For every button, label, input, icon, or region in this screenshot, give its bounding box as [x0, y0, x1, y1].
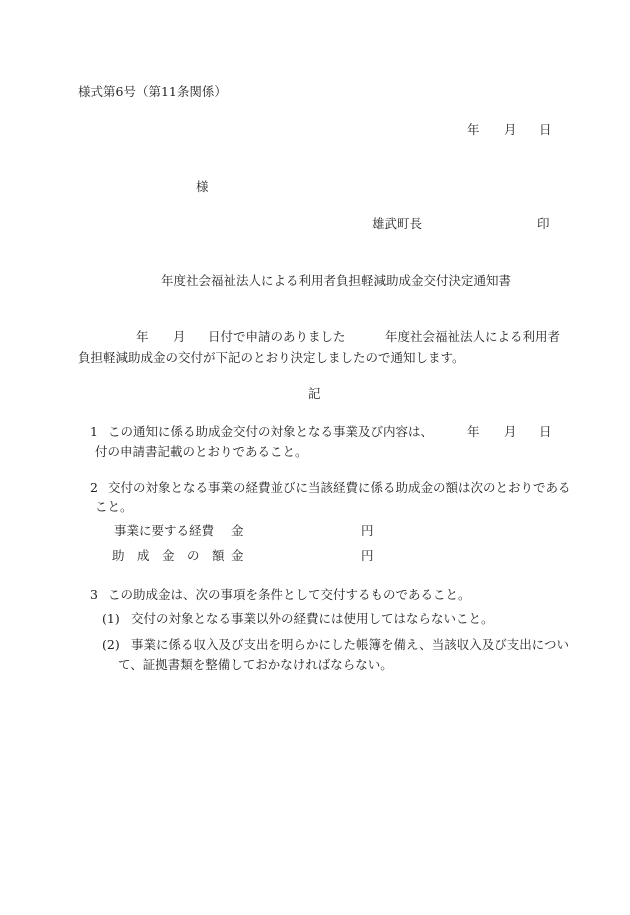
item-2-line2: こと。: [95, 499, 133, 514]
date-year: 年: [467, 122, 480, 137]
expense-unit: 円: [361, 523, 374, 538]
grant-label: 助 成 金 の 額: [112, 548, 225, 563]
ki-heading: 記: [308, 386, 321, 401]
intro-date-text: 日付で申請のありました: [208, 329, 346, 344]
item-2-line1: 交付の対象となる事業の経費並びに当該経費に係る助成金の額は次のとおりである: [108, 480, 571, 495]
date-month: 月: [504, 122, 517, 137]
grant-currency: 金: [231, 548, 244, 563]
item-1-line2: 付の申請書記載のとおりであること。: [95, 444, 308, 459]
item-2-number: 2: [90, 480, 98, 495]
date-day: 日: [539, 122, 552, 137]
item-1-year: 年: [467, 424, 480, 439]
intro-year: 年: [136, 329, 149, 344]
addressee-honorific: 様: [196, 179, 209, 194]
intro-line2: 負担軽減助成金の交付が下記のとおり決定しましたので通知します。: [78, 350, 465, 365]
document-title: 年度社会福祉法人による利用者負担軽減助成金交付決定通知書: [161, 273, 512, 288]
sub-item-2-number: (2): [102, 637, 120, 652]
item-1-day: 日: [539, 424, 552, 439]
item-3-line1: この助成金は、次の事項を条件として交付するものであること。: [108, 587, 471, 602]
sub-item-1-number: (1): [102, 611, 120, 626]
issuer-seal: 印: [537, 216, 550, 231]
sub-item-2-line1: 事業に係る収入及び支出を明らかにした帳簿を備え、当該収入及び支出につい: [131, 637, 570, 652]
sub-item-2-line2: て、証拠書類を整備しておかなければならない。: [118, 657, 393, 672]
sub-item-1-line1: 交付の対象となる事業以外の経費には使用してはならないこと。: [131, 611, 494, 626]
item-1-number: 1: [90, 424, 98, 439]
expense-label: 事業に要する経費: [114, 523, 215, 538]
item-1-month: 月: [504, 424, 517, 439]
intro-fiscal-text: 年度社会福祉法人による利用者: [385, 329, 561, 344]
item-3-number: 3: [90, 587, 98, 602]
expense-currency: 金: [231, 523, 244, 538]
form-number: 様式第6号（第11条関係）: [78, 84, 227, 99]
intro-month: 月: [173, 329, 186, 344]
grant-unit: 円: [361, 548, 374, 563]
issuer-title: 雄武町長: [372, 216, 423, 231]
item-1-line1: この通知に係る助成金交付の対象となる事業及び内容は、: [108, 424, 434, 439]
